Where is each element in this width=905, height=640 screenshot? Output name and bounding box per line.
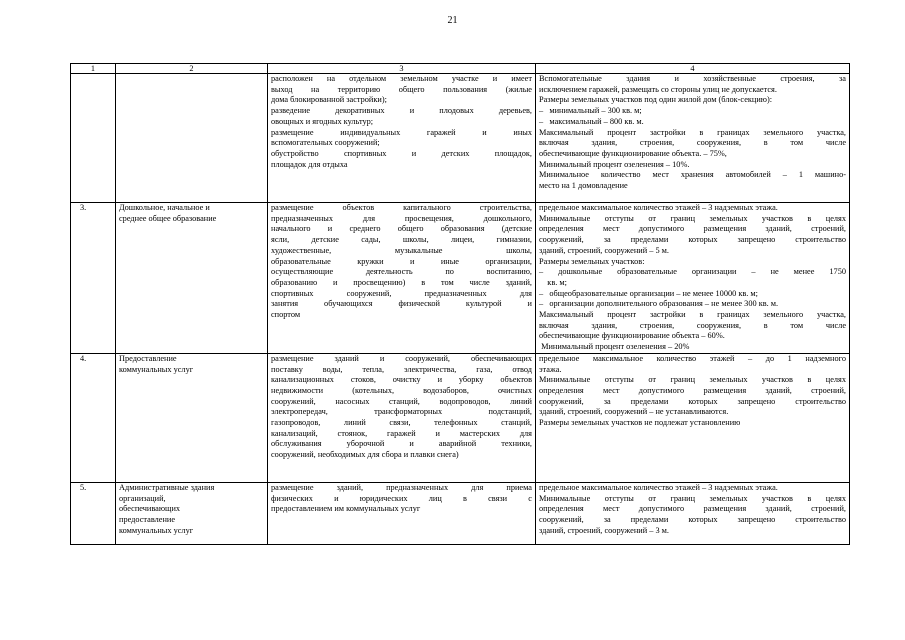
table-header-row <box>71 64 850 74</box>
text-line: зданий, строений, сооружений – 5 м. <box>539 245 669 255</box>
zoning-table <box>70 63 850 545</box>
text-line: Максимальный процент застройки в границах земельного участка, <box>539 310 846 320</box>
text-line: площадок для отдыха <box>271 159 348 169</box>
text-line: зданий, строений, сооружений – не устанавливаются. <box>539 407 729 417</box>
use-name-line: обеспечивающих <box>119 504 181 514</box>
text-line: обеспечивающие функционирование объекта – 60%. <box>539 331 725 341</box>
text-line: предельное максимальное количество этажей – 3 надземных этажа. <box>539 482 778 492</box>
text-line: Минимальные отступы от границ земельных участков в целях <box>539 375 846 385</box>
row-number: 3. <box>71 203 116 354</box>
text-line: включая здания, строения, сооружения, в том числе <box>539 138 846 148</box>
use-parameters <box>536 203 850 354</box>
use-name-line: Дошкольное, начальное и <box>119 203 210 212</box>
text-line: – дошкольные образовательные организации – не менее 1750 <box>539 267 846 277</box>
text-line: Размеры земельных участков: <box>539 256 645 266</box>
text-line: сооружений, за пределами которых запрещено строительство <box>539 514 846 524</box>
header-col-4: 4 <box>536 64 850 74</box>
header-col-1: 1 <box>71 64 116 74</box>
use-description <box>268 482 536 544</box>
text-line: предназначенных для просвещения, дошкольного, <box>271 213 532 223</box>
text-line: дома блокированной застройки); <box>271 95 387 105</box>
permitted-use-name <box>116 203 268 354</box>
table-row <box>71 482 850 544</box>
use-parameters <box>536 74 850 203</box>
use-name-line: Административные здания <box>119 482 215 492</box>
text-line: место на 1 домовладение <box>539 181 628 191</box>
text-line: овощных и ягодных культур; <box>271 116 374 126</box>
use-name-line: организаций, <box>119 493 166 503</box>
text-line: ясли, детские сады, школы, лицеи, гимназии, <box>271 235 532 245</box>
table-row <box>71 203 850 354</box>
use-name-line: среднее общее образование <box>119 213 217 223</box>
use-parameters <box>536 353 850 482</box>
page-number: 21 <box>447 15 458 26</box>
text-line: сооружений, насосных станций, водопроводов, линий <box>271 396 532 406</box>
text-line: спортом <box>271 310 301 320</box>
text-line: выход на территорию общего пользования (жилые <box>271 84 532 94</box>
text-line: канализаций, стоянок, гаражей и мастерских для <box>271 428 532 438</box>
use-description <box>268 74 536 203</box>
text-line: предельное максимальное количество этажей – до 1 надземного <box>539 353 846 363</box>
header-col-3: 3 <box>268 64 536 74</box>
use-name-line: коммунальных услуг <box>119 525 194 535</box>
row-number: 4. <box>71 353 116 482</box>
text-line: размещение индивидуальных гаражей и иных <box>271 127 532 137</box>
text-line: Минимальные отступы от границ земельных участков в целях <box>539 213 846 223</box>
header-col-2: 2 <box>116 64 268 74</box>
text-line: Минимальные отступы от границ земельных участков в целях <box>539 493 846 503</box>
use-name-line: предоставление <box>119 514 176 524</box>
text-line: размещение объектов капитального строительства, <box>271 203 532 212</box>
text-line: Минимальный процент озеленения – 10%. <box>539 159 690 169</box>
text-line: этажа. <box>539 364 562 374</box>
text-line: предоставлением им коммунальных услуг <box>271 504 421 514</box>
text-line: Размеры земельных участков не подлежат установлению <box>539 418 741 428</box>
use-description <box>268 203 536 354</box>
text-line: Минимальный процент озеленения – 20% <box>539 342 690 352</box>
text-line: Вспомогательные здания и хозяйственные строения, за <box>539 74 846 83</box>
text-line: включая здания, строения, сооружения, в том числе <box>539 320 846 330</box>
text-line: определения мест допустимого размещения зданий, строений, <box>539 224 846 234</box>
permitted-use-name <box>116 353 268 482</box>
text-line: обеспечивающие функционирование объекта. – 75%, <box>539 148 727 158</box>
text-line: разведение декоративных и плодовых деревьев, <box>271 106 532 116</box>
text-line: – организации дополнительного образования – не менее 300 кв. м. <box>539 299 779 309</box>
text-line: образованию и просвещению) в том числе зданий, <box>271 277 532 287</box>
text-line: сооружений, за пределами которых запрещено строительство <box>539 396 846 406</box>
table-row <box>71 353 850 482</box>
text-line: канализационных стоков, очистку и уборку объектов <box>271 375 532 385</box>
text-line: Максимальный процент застройки в границах земельного участка, <box>539 127 846 137</box>
text-line: сооружений, необходимых для сбора и плавки снега) <box>271 450 459 460</box>
text-line: недвижимости (котельных, водозаборов, очистных <box>271 385 532 395</box>
text-line: определения мест допустимого размещения зданий, строений, <box>539 385 846 395</box>
text-line: исключением гаражей, размещать со стороны улиц не допускается. <box>539 84 777 94</box>
row-number: 5. <box>71 482 116 544</box>
text-line: электропередач, трансформаторных подстанций, <box>271 407 532 417</box>
text-line: газопроводов, линий связи, телефонных станций, <box>271 418 532 428</box>
permitted-use-name <box>116 482 268 544</box>
text-line: вспомогательных сооружений; <box>271 138 380 148</box>
row-number <box>71 74 116 203</box>
text-line: кв. м; <box>539 277 567 287</box>
text-line: осуществляющие деятельность по воспитанию, <box>271 267 532 277</box>
text-line: размещение зданий, предназначенных для приема <box>271 482 532 492</box>
text-line: Минимальное количество мест хранения автомобилей – 1 машино- <box>539 170 846 180</box>
text-line: спортивных сооружений, предназначенных для <box>271 288 532 298</box>
text-line: – общеобразовательные организации – не менее 10000 кв. м; <box>539 288 758 298</box>
text-line: сооружений, за пределами которых запрещено строительство <box>539 235 846 245</box>
text-line: поставку воды, тепла, электричества, газа, отвод <box>271 364 532 374</box>
text-line: – минимальный – 300 кв. м; <box>539 106 642 116</box>
use-name-line: коммунальных услуг <box>119 364 194 374</box>
text-line: – максимальный – 800 кв. м. <box>539 116 644 126</box>
text-line: начального и среднего общего образования (детские <box>271 224 532 234</box>
text-line: художественные, музыкальные школы, <box>271 245 532 255</box>
use-name-line: Предоставление <box>119 353 177 363</box>
text-line: обустройство спортивных и детских площадок, <box>271 148 532 158</box>
text-line: зданий, строений, сооружений – 3 м. <box>539 525 669 535</box>
text-line: расположен на отдельном земельном участке и имеет <box>271 74 532 83</box>
text-line: образовательные кружки и иные организации, <box>271 256 532 266</box>
table-row <box>71 74 850 203</box>
use-description <box>268 353 536 482</box>
text-line: предельное максимальное количество этажей – 3 надземных этажа. <box>539 203 778 212</box>
text-line: размещение зданий и сооружений, обеспечивающих <box>271 353 532 363</box>
permitted-use-name <box>116 74 268 203</box>
text-line: определения мест допустимого размещения зданий, строений, <box>539 504 846 514</box>
text-line: физических и юридических лиц в связи с <box>271 493 532 503</box>
text-line: Размеры земельных участков под один жилой дом (блок-секцию): <box>539 95 773 105</box>
text-line: обслуживания уборочной и аварийной техники, <box>271 439 532 449</box>
use-parameters <box>536 482 850 544</box>
text-line: занятия обучающихся физической культурой и <box>271 299 532 309</box>
